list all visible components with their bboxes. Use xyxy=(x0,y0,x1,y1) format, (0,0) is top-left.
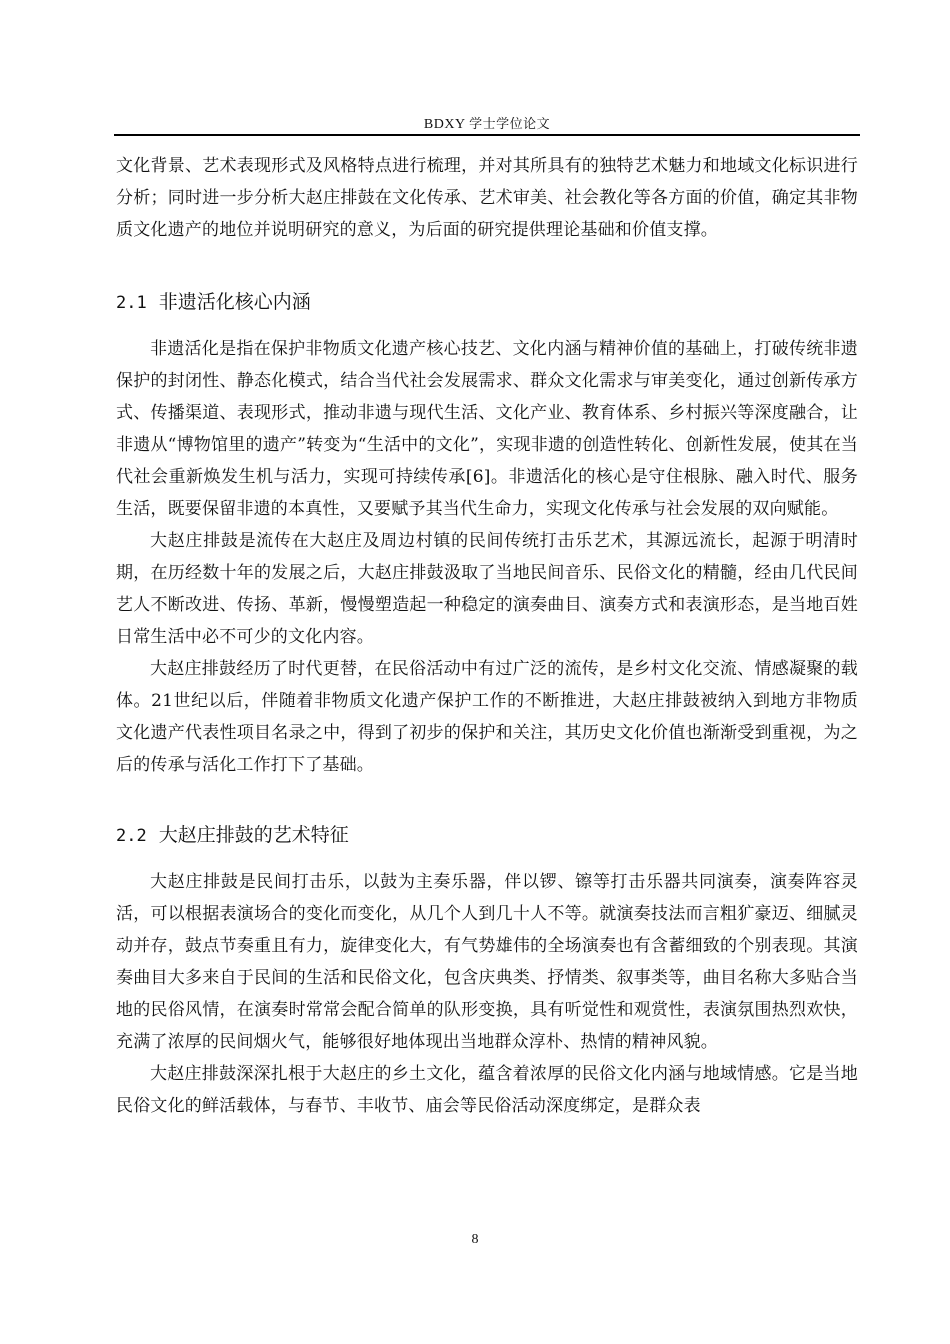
section-heading-2-2 xyxy=(116,821,858,850)
paragraph: 大赵庄排鼓经历了时代更替，在民俗活动中有过广泛的流传，是乡村文化交流、情感凝聚的载体。21世纪以后，伴随着非物质文化遗产保护工作的不断推进，大赵庄排鼓被纳入到地方非物质文化遗产代表性项目名录之中，得到了初步的保护和关注，其历史文化价值也渐渐受到重视，为之后的传承与活化工作打下了基础。 xyxy=(116,659,858,775)
paragraph: 大赵庄排鼓深深扎根于大赵庄的乡土文化，蕴含着浓厚的民俗文化内涵与地域情感。它是当地民俗文化的鲜活载体，与春节、丰收节、庙会等民俗活动深度绑定，是群众表 xyxy=(116,1064,858,1116)
header-rule xyxy=(114,134,860,136)
intro-paragraph: 文化背景、艺术表现形式及风格特点进行梳理，并对其所具有的独特艺术魅力和地域文化标识进行分析；同时进一步分析大赵庄排鼓在文化传承、艺术审美、社会教化等各方面的价值，确定其非物质文化遗产的地位并说明研究的意义，为后面的研究提供理论基础和价值支撑。 xyxy=(116,156,858,240)
paragraph: 大赵庄排鼓是民间打击乐，以鼓为主奏乐器，伴以锣、镲等打击乐器共同演奏，演奏阵容灵活，可以根据表演场合的变化而变化，从几个人到几十人不等。就演奏技法而言粗犷豪迈、细腻灵动并存，鼓点节奏重且有力，旋律变化大，有气势雄伟的全场演奏也有含蓄细致的个别表现。其演奏曲目大多来自于民间的生活和民俗文化，包含庆典类、抒情类、叙事类等，曲目名称大多贴合当地的民俗风情，在演奏时常常会配合简单的队形变换，具有听觉性和观赏性，表演氛围热烈欢快，充满了浓厚的民间烟火气，能够很好地体现出当地群众淳朴、热情的精神风貌。 xyxy=(116,872,858,1052)
page-body xyxy=(116,150,858,1122)
running-header xyxy=(114,116,860,134)
section-title: 大赵庄排鼓的艺术特征 xyxy=(158,824,349,846)
paragraph: 大赵庄排鼓是流传在大赵庄及周边村镇的民间传统打击乐艺术，其源远流长，起源于明清时期，在历经数十年的发展之后，大赵庄排鼓汲取了当地民间音乐、民俗文化的精髓，经由几代民间艺人不断改进、传扬、革新，慢慢塑造起一种稳定的演奏曲目、演奏方式和表演形态，是当地百姓日常生活中必不可少的文化内容。 xyxy=(116,531,858,647)
page-number: 8 xyxy=(471,1232,479,1247)
section-number: 2.1 xyxy=(116,293,147,313)
header-title: 学士学位论文 xyxy=(469,117,551,132)
paragraph: 非遗活化是指在保护非物质文化遗产核心技艺、文化内涵与精神价值的基础上，打破传统非遗保护的封闭性、静态化模式，结合当代社会发展需求、群众文化需求与审美变化，通过创新传承方式、传播渠道、表现形式，推动非遗与现代生活、文化产业、教育体系、乡村振兴等深度融合，让非遗从“博物馆里的遗产”转变为“生活中的文化”，实现非遗的创造性转化、创新性发展，使其在当代社会重新焕发生机与活力，实现可持续传承[6]。非遗活化的核心是守住根脉、融入时代、服务生活，既要保留非遗的本真性，又要赋予其当代生命力，实现文化传承与社会发展的双向赋能。 xyxy=(116,339,858,519)
section-title: 非遗活化核心内涵 xyxy=(158,291,311,313)
section-number: 2.2 xyxy=(116,826,147,846)
header-latin: BDXY xyxy=(423,117,466,132)
section-heading-2-1 xyxy=(116,288,858,317)
